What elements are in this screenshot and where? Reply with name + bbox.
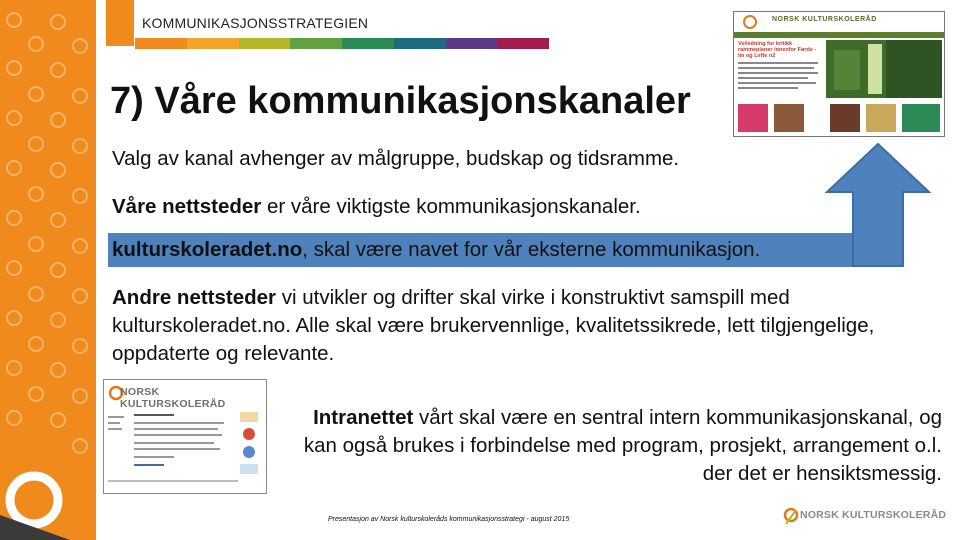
websites-bold: Våre nettsteder <box>112 195 262 218</box>
paragraph-intranet <box>282 404 942 488</box>
logo-mark-icon <box>740 13 770 31</box>
slide-title: 7) Våre kommunikasjonskanaler <box>110 80 691 122</box>
color-strip-segment <box>342 38 394 49</box>
section-title: KOMMUNIKASJONSSTRATEGIEN <box>142 15 369 31</box>
paragraph-channel-choice: Valg av kanal avhenger av målgruppe, budskap og tidsramme. <box>112 147 680 170</box>
screenshot-heading: Veiledning for kritikk rammeplaner innenfor Førde - lm og Lefte n2 <box>738 41 817 59</box>
up-arrow-icon <box>823 140 933 270</box>
other-websites-text: vi utvikler og drifter skal virke i konstruktivt samspill med kulturskoleradet.no. Alle skal være brukervennlige, kvalitetssikrede, lett tilgjengelige, oppdaterte og relevante. <box>112 286 875 365</box>
intranet-bold: Intranettet <box>313 406 414 429</box>
color-strip-segment <box>187 38 239 49</box>
highlighted-paragraph-main-site <box>108 233 882 267</box>
intranet-screenshot <box>103 379 267 494</box>
decorative-orange-band <box>0 0 96 540</box>
footer-caption: Presentasjon av Norsk kulturskoleråds kommunikasjonsstrategi - august 2015 <box>328 516 570 523</box>
logo-mark-icon <box>782 504 800 530</box>
intranet-text: vårt skal være en sentral intern kommunikasjonskanal, og kan også brukes i forbindelse med program, prosjekt, arrangement o.l. der det er hensiktsmessig. <box>303 406 942 485</box>
screenshot-tile <box>774 104 804 132</box>
header-color-strip <box>135 38 549 49</box>
main-site-bold: kulturskoleradet.no <box>112 238 303 261</box>
other-websites-bold: Andre nettsteder <box>112 286 277 309</box>
intranet-logo: NORSK KULTURSKOLERÅD <box>120 386 226 410</box>
color-strip-segment <box>239 38 291 49</box>
screenshot-header <box>734 12 944 32</box>
color-strip-segment <box>446 38 498 49</box>
screenshot-tile <box>866 104 896 132</box>
screenshot-photo <box>826 40 942 98</box>
website-screenshot <box>733 11 945 137</box>
screenshot-body <box>734 38 944 136</box>
footer-logo: NORSK KULTURSKOLERÅD <box>800 509 947 521</box>
screenshot-tile <box>902 104 940 132</box>
screenshot-tile <box>738 104 768 132</box>
main-site-text: , skal være navet for vår eksterne kommunikasjon. <box>302 238 761 261</box>
color-strip-segment <box>290 38 342 49</box>
paragraph-websites <box>112 193 832 221</box>
screenshot-article <box>738 41 820 89</box>
websites-text: er våre viktigste kommunikasjonskanaler. <box>261 195 641 218</box>
screenshot-tile <box>830 104 860 132</box>
color-strip-segment <box>135 38 187 49</box>
color-strip-segment <box>394 38 446 49</box>
circle-pattern-icon <box>0 0 96 540</box>
color-strip-segment <box>497 38 549 49</box>
header-accent-block <box>106 0 134 46</box>
screenshot-logo: NORSK KULTURSKOLERÅD <box>772 16 877 23</box>
paragraph-other-websites <box>112 284 902 368</box>
corner-decoration <box>0 515 70 540</box>
sidebar-icons <box>238 410 260 480</box>
